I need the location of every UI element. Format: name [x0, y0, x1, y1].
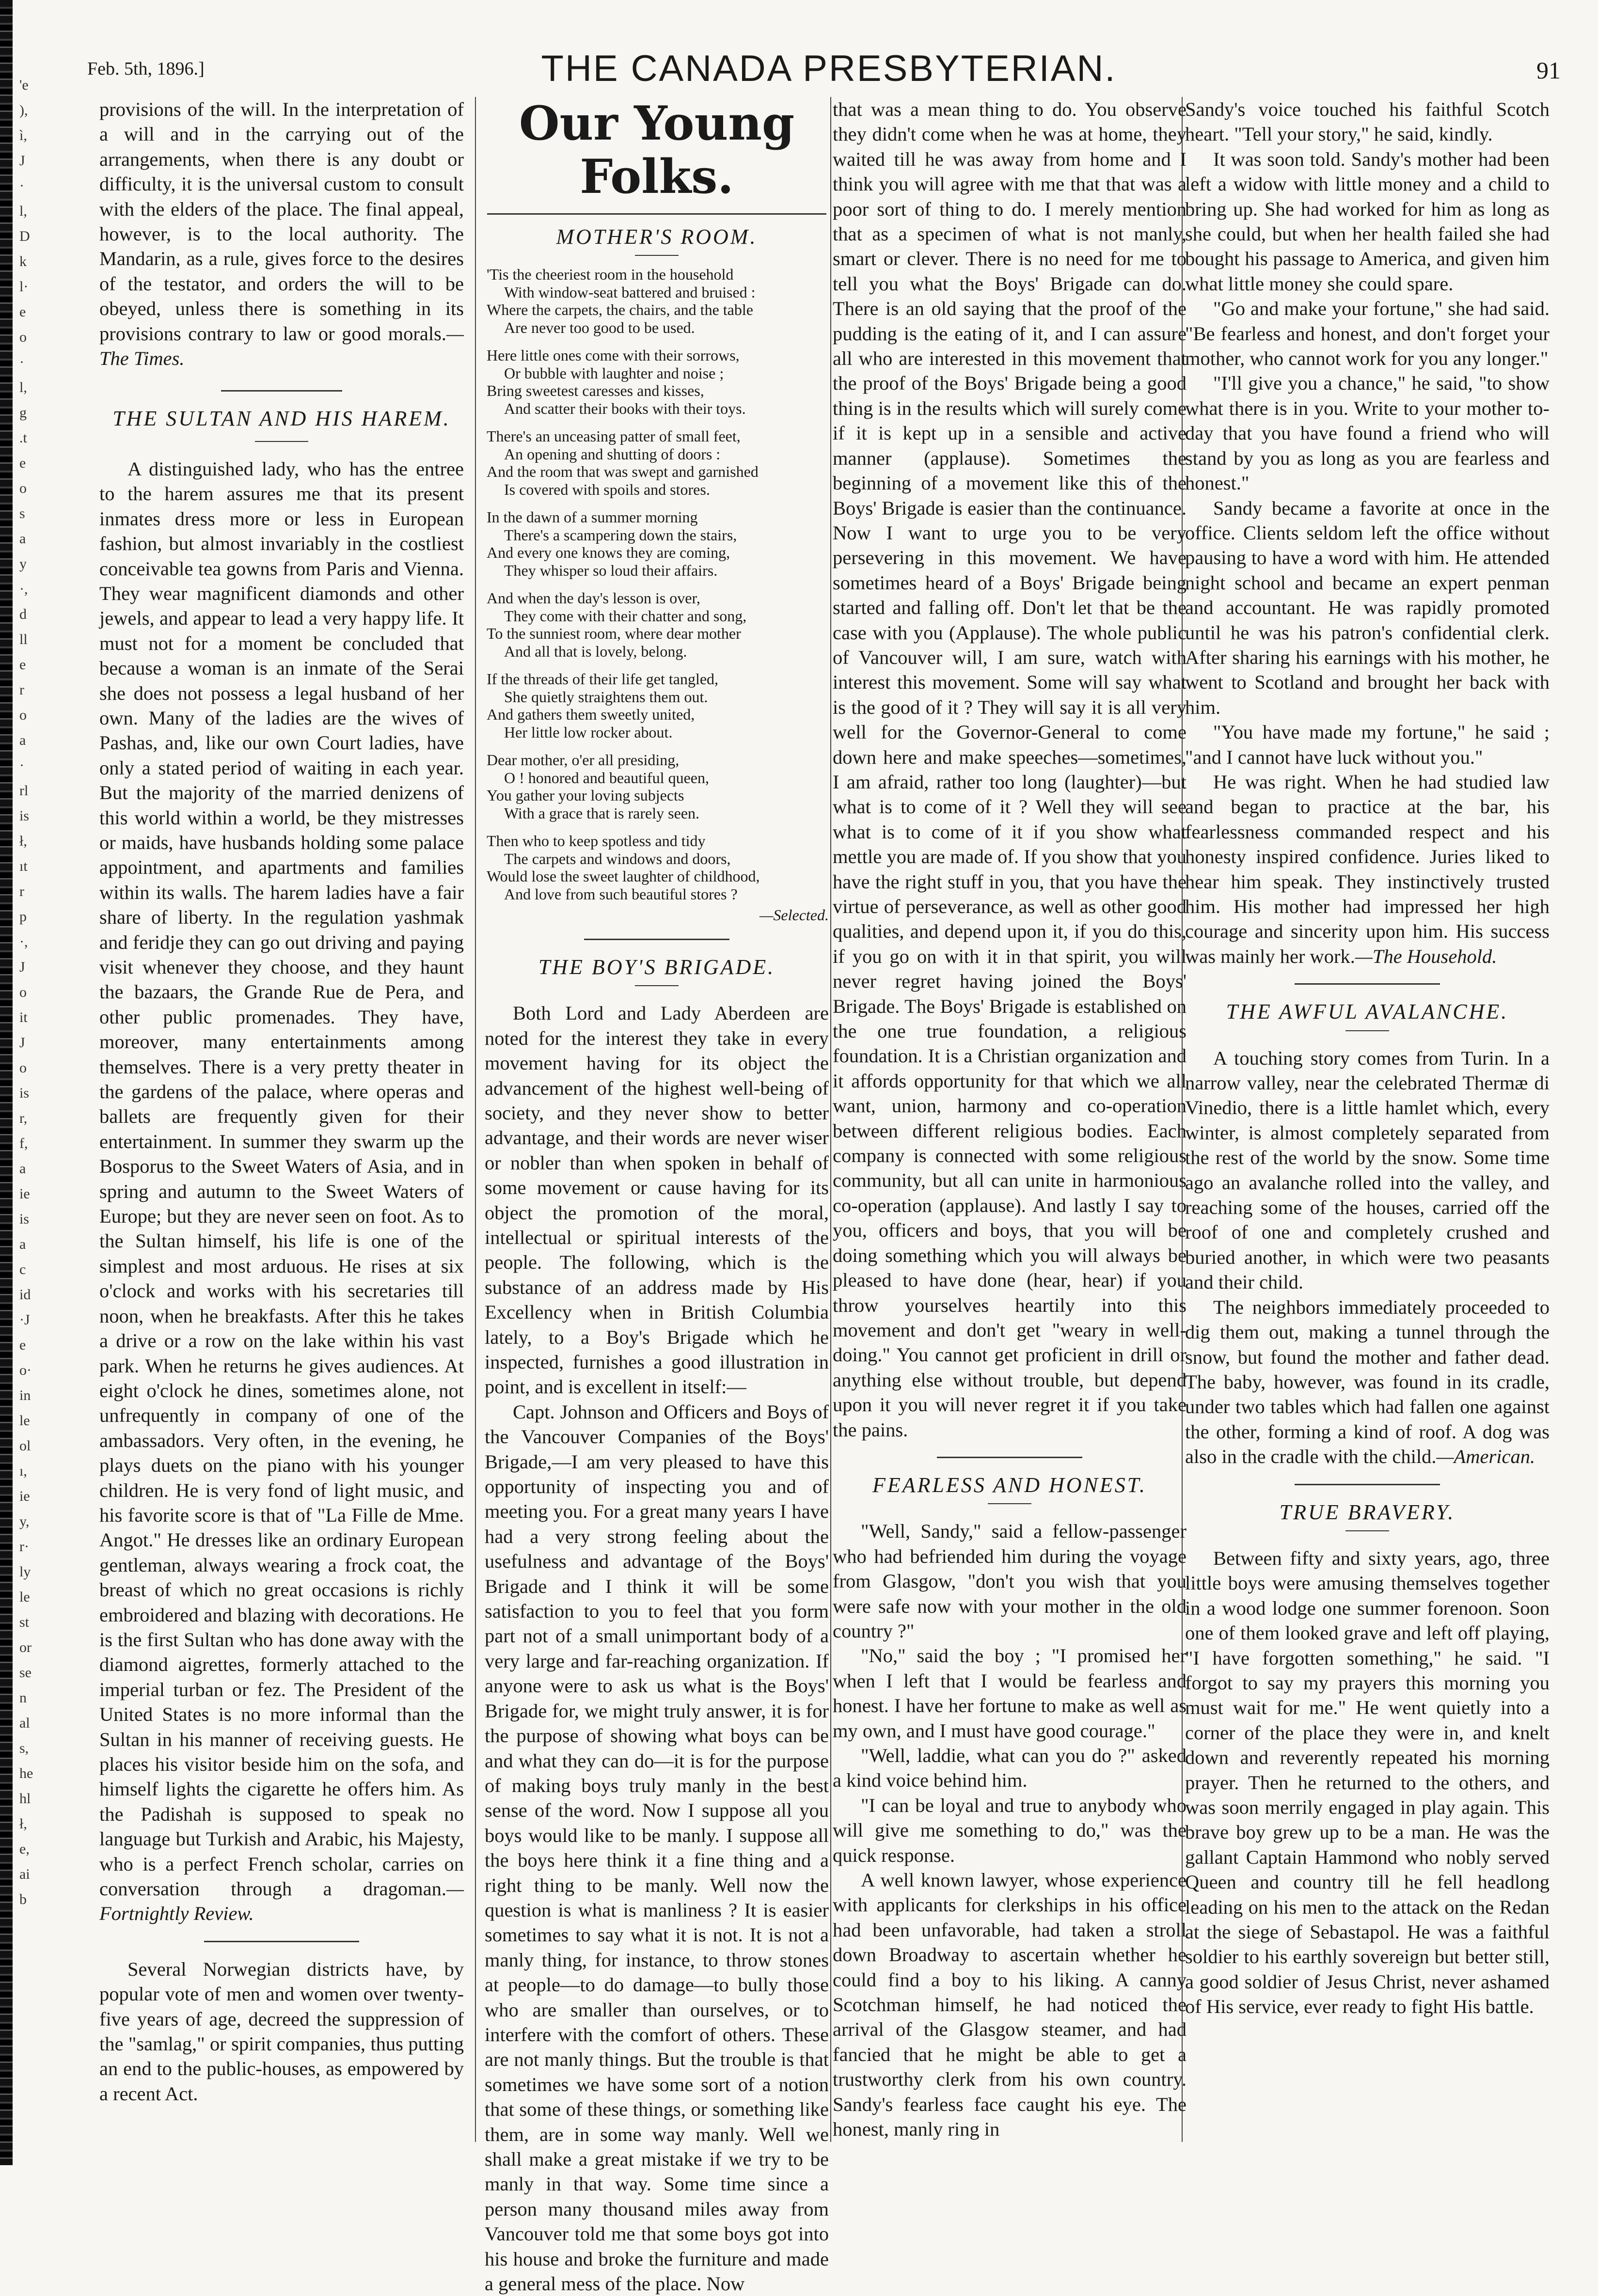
- column-3: [833, 97, 1187, 2142]
- article-heading: THE SULTAN AND HIS HAREM.: [112, 407, 451, 431]
- poem-stanza: [487, 266, 829, 336]
- edge-fragment: ·,: [19, 934, 28, 950]
- poem-line: And every one knows they are coming,: [487, 544, 730, 562]
- section-masthead: Our Young Folks.: [519, 96, 795, 204]
- edge-fragment: in: [19, 1387, 31, 1403]
- edge-fragment: or: [19, 1639, 32, 1655]
- article-paragraph: Several Norwegian districts have, by popular vote of men and women over twenty-five years of age, decreed the suppression of the "samlag," or spirit companies, thus putting an end to the public-houses, as empowered by a recent Act.: [99, 1958, 464, 2105]
- edge-fragment: ł,: [19, 833, 27, 849]
- article-paragraph: "Well, laddie, what can you do ?" asked a kind voice behind him.: [833, 1745, 1187, 1792]
- edge-fragment: r·: [19, 1539, 29, 1555]
- edge-fragment: is: [19, 1085, 30, 1101]
- source-credit: —Fortnightly Review.: [99, 1878, 464, 1925]
- poem-line: 'Tis the cheeriest room in the household: [487, 266, 734, 283]
- article-paragraph: A distinguished lady, who has the entree to the harem assures me that its present inmates dress more or less in European fashion, but almost invariably in the costliest conceivable tea gowns from Paris and Vienna. They wear magnificent diamonds and other jewels, and appear to lead a very happy life. It must not for a moment be concluded that because a woman is an inmate of the Serai she does not possess a legal husband of her own. Many of the ladies are the wives of Pashas, and, like our own Court ladies, have only a stated period of waiting in each year. But the majority of the married denizens of this world within a world, be they mistresses or maids, have husbands holding some palace appointment, and apartments and families within its walls. The harem ladies have a fair share of liberty. In the regulation yashmak and feridje they can go out driving and paying visit whenever they choose, and they haunt the bazaars, the Grande Rue de Pera, and other public promenades. They have, moreover, many entertainments among themselves. There is a very pretty theater in the gardens of the palace, where operas and ballets are frequently given for their entertainment. In summer they swarm up the Bosporus to the Sweet Waters of Asia, and in spring and autumn to the Sweet Waters of Europe; but they are never seen on foot. As to the Sultan himself, his life is one of the simplest and most arduous. He rises at six o'clock and works with his secretaries till noon, when he breakfasts. After this he takes a drive or a row on the lake within his vast park. When he returns he gives audiences. At eight o'clock he dines, sometimes alone, not unfrequently in company of one of the ambassadors. Very often, in the evening, he plays duets on the piano with his younger children. He is very fond of light music, and his favorite score is that of "La Fille de Mme. Angot." He dresses like an ordinary European gentleman, always wearing a frock coat, the breast of which no great occasions is richly embroidered and blazing with decorations. He is the first Sultan who has done away with the diamond aigrettes, formerly attached to the imperial turban or fez. The President of the United States is no more informal than the Sultan in his manner of receiving guests. He places his visitor beside him on the sofa, and himself lights the cigarette he offers him. As the Padishah is supposed to speak no language but Turkish and Arabic, his Majesty, who is a perfect French scholar, carries on conversation through a dragoman.—Fortnightly Review.: [99, 457, 464, 1925]
- poem: [485, 266, 829, 903]
- source-credit: —The Times.: [99, 322, 464, 370]
- poem-line: And when the day's lesson is over,: [487, 589, 700, 607]
- edge-fragment: 'e: [19, 77, 29, 93]
- edge-fragment: ·: [19, 354, 24, 370]
- edge-fragment: ·: [19, 757, 24, 773]
- poem-line: There's a scampering down the stairs,: [504, 526, 737, 544]
- edge-fragment: ai: [19, 1866, 30, 1882]
- article-paragraph: "I'll give you a chance," he said, "to show what there is in you. Write to your mother to-day that you have found a friend who will stand by you as long as you are fearless and honest.": [1185, 372, 1550, 494]
- edge-fragment: rl: [19, 783, 29, 799]
- poem-stanza: [487, 346, 829, 417]
- article-heading: TRUE BRAVERY.: [1279, 1500, 1456, 1524]
- edge-fragment: y,: [19, 1513, 30, 1529]
- poem-line: You gather your loving subjects: [487, 786, 684, 804]
- edge-fragment: b: [19, 1891, 27, 1907]
- edge-fragment: a: [19, 1161, 26, 1177]
- source-credit: —The Household.: [1355, 945, 1497, 967]
- edge-fragment: st: [19, 1614, 30, 1630]
- edge-fragment: J: [19, 153, 25, 169]
- edge-fragment: ly: [19, 1564, 31, 1580]
- edge-fragment: l,: [19, 379, 27, 395]
- article-heading: FEARLESS AND HONEST.: [872, 1473, 1147, 1497]
- poem-stanza: [487, 670, 829, 741]
- edge-fragment: ıt: [19, 858, 28, 874]
- edge-fragment: hl: [19, 1791, 31, 1807]
- poem-line: And all that is lovely, belong.: [504, 642, 687, 660]
- poem-line: If the threads of their life get tangled,: [487, 670, 719, 688]
- edge-fragment: ı,: [19, 1463, 27, 1479]
- edge-fragment: .t: [19, 430, 27, 446]
- article-heading: THE BOY'S BRIGADE.: [538, 955, 775, 979]
- article-paragraph: "No," said the boy ; "I promised her when I left that I would be fearless and honest. I have her fortune to make as well as my own, and I must have good courage.": [833, 1645, 1187, 1742]
- poem-line: They whisper so loud their affairs.: [504, 561, 718, 579]
- poem-line: She quietly straightens them out.: [504, 688, 708, 706]
- column-rule: [830, 97, 831, 2142]
- edge-fragment: o: [19, 329, 27, 345]
- article-paragraph: Sandy's voice touched his faithful Scotch heart. "Tell your story," he said, kindly.: [1185, 98, 1550, 145]
- edge-fragment: o: [19, 984, 27, 1000]
- edge-fragment: al: [19, 1715, 30, 1731]
- edge-fragment: p: [19, 909, 27, 925]
- poem-line: Bring sweetest caresses and kisses,: [487, 382, 704, 400]
- article-paragraph: that was a mean thing to do. You observe they didn't come when he was at home, they waited till he was away from home and I think you will agree with me that that was a poor sort of thing to do. I merely mention that as a specimen of what is not manly, smart or clever. There is no need for me to tell you what the Boys' Brigade can do. There is an old saying that the proof of the pudding is the eating of it, and I can assure all who are interested in this movement that the proof of the Boys' Brigade being a good thing is in the results which will surely come if it is kept up in a sensible and active manner (applause). Sometimes the beginning of a movement like this of the Boys' Brigade is easier than the continuance. Now I want to urge you to be very persevering in this movement. We have sometimes heard of a Boys' Brigade being started and falling off. Don't let that be the case with you (Applause). The whole public of Vancouver will, I am sure, watch with interest this movement. Some will say what is the good of it ? They will say it is all very well for the Governor-General to come down here and make speeches—sometimes, I am afraid, rather too long (laughter)—but what is to come of it ? Well they will see what is to come of it if you show what mettle you are made of. If you show that you have the right stuff in you, that you have the virtue of perseverance, as well as other good qualities, and depend upon it, if you do this, if you go on with it in that spirit, you will never regret having joined the Boys' Brigade. The Boys' Brigade is established on the one true foundation, a religious foundation. It is a Christian organization and it affords opportunity for that which we all want, union, harmony and co-operation between different religious bodies. Each company is connected with some religious community, but all can unite in harmonious co-operation (applause). And lastly I say to you, officers and boys, that you will be doing something which you will always be pleased to have done (hear, hear) if you throw yourselves heartily into this movement and don't get "weary in well-doing." You cannot get proficient in drill or anything else without trouble, but depend upon it you will never regret it if you take the pains.: [833, 98, 1187, 1441]
- edge-fragment: ·J: [19, 1312, 30, 1328]
- edge-fragment: le: [19, 1589, 30, 1605]
- poem-line: Where the carpets, the chairs, and the table: [487, 301, 753, 319]
- edge-fragment: g: [19, 405, 27, 421]
- poem-stanza: [487, 427, 829, 498]
- article-heading: THE AWFUL AVALANCHE.: [1226, 1000, 1509, 1024]
- poem-line: And scatter their books with their toys.: [504, 399, 746, 417]
- edge-fragment: k: [19, 253, 27, 269]
- poem-line: And love from such beautiful stores ?: [504, 885, 738, 903]
- column-2: [485, 97, 829, 2296]
- poem-line: Her little low rocker about.: [504, 723, 673, 741]
- edge-fragment: e: [19, 1337, 26, 1353]
- edge-fragment: e,: [19, 1841, 30, 1857]
- article-paragraph: "Well, Sandy," said a fellow-passenger who had befriended him during the voyage from Glasgow, "don't you wish that you were safe now with your mother in the old country ?": [833, 1520, 1187, 1642]
- edge-fragment: se: [19, 1665, 32, 1681]
- edge-fragment: J: [19, 1035, 25, 1051]
- article-paragraph: A well known lawyer, whose experience with applicants for clerkships in his office had been unfavorable, had taken a stroll down Broadway to ascertain whether he could find a boy to his liking. A canny Scotchman himself, he had noticed the arrival of the Glasgow steamer, and had fancied that he might be able to get a trustworthy clerk from his own country. Sandy's fearless face caught his eye. The honest, manly ring in: [833, 1869, 1187, 2140]
- edge-fragment: o: [19, 707, 27, 723]
- poem-line: They come with their chatter and song,: [504, 607, 747, 625]
- column-1: [99, 97, 464, 2106]
- edge-fragment: ì,: [19, 127, 27, 143]
- edge-fragment: is: [19, 808, 30, 824]
- article-paragraph: "You have made my fortune," he said ; "and I cannot have luck without you.": [1185, 721, 1550, 768]
- poem-line: With window-seat battered and bruised :: [504, 283, 756, 301]
- poem-line: Then who to keep spotless and tidy: [487, 832, 706, 850]
- edge-fragment: ie: [19, 1488, 30, 1504]
- poem-line: The carpets and windows and doors,: [504, 849, 731, 867]
- edge-fragment: D: [19, 228, 30, 244]
- edge-fragment: r: [19, 883, 24, 899]
- column-4: [1185, 97, 1550, 2019]
- page-number: 91: [1536, 57, 1561, 84]
- edge-fragment: id: [19, 1287, 31, 1303]
- edge-fragment: ol: [19, 1438, 31, 1454]
- edge-fragment: o·: [19, 1362, 32, 1378]
- edge-fragment: e: [19, 455, 26, 471]
- article-heading: MOTHER'S ROOM.: [556, 225, 758, 249]
- edge-fragment: it: [19, 1009, 28, 1025]
- edge-fragment: n: [19, 1690, 27, 1706]
- edge-fragment: c: [19, 1261, 26, 1277]
- poem-line: And the room that was swept and garnished: [487, 463, 759, 481]
- poem-line: To the sunniest room, where dear mother: [487, 625, 741, 643]
- poem-line: And gathers them sweetly united,: [487, 706, 695, 723]
- poem-line: Is covered with spoils and stores.: [504, 480, 710, 498]
- newspaper-title: THE CANADA PRESBYTERIAN.: [541, 48, 1117, 89]
- issue-date: Feb. 5th, 1896.]: [87, 59, 205, 79]
- article-paragraph: It was soon told. Sandy's mother had been left a widow with little money and a child to bring up. She had worked for him as long as she could, but when her health failed she had bought his passage to America, and given him what little money she could spare.: [1185, 148, 1550, 295]
- article-paragraph: Capt. Johnson and Officers and Boys of the Vancouver Companies of the Boys' Brigade,—I am very pleased to have this opportunity of inspecting you and of meeting you. For a great many years I have had a very strong feeling about the usefulness and advantage of the Boys' Brigade and I think it will be some satisfaction to you to feel that you form part not of a small unimportant body of a very large and far-reaching organization. If anyone were to ask us what is the Boys' Brigade for, we might truly answer, it is for the purpose of showing what boys can be and what they can do—it is for the purpose of making boys truly manly in the best sense of the word. Now I suppose all you boys would like to be manly. I suppose all the boys here think it a fine thing and a right thing to be manly. Well now the question is what is manliness ? It is easier sometimes to say what it is not. It is not a manly thing, for instance, to throw stones at people—to do damage—to bully those who are smaller than ourselves, or to interfere with the comfort of others. These are not manly things. But the trouble is that sometimes we have some sort of a notion that some of these things, or something like them, are in some way manly. Well we shall make a great mistake if we try to be manly in that way. Some time since a person many thousand miles away from Vancouver told me that some boys got into his house and broke the furniture and made a general mess of the place. Now: [485, 1400, 829, 2295]
- poem-stanza: [487, 832, 829, 903]
- poem-line: With a grace that is rarely seen.: [504, 804, 699, 822]
- poem-stanza: [487, 751, 829, 822]
- edge-fragment: a: [19, 1236, 26, 1252]
- edge-fragment: ·,: [19, 581, 28, 597]
- edge-fragment: d: [19, 606, 27, 622]
- article-paragraph: He was right. When he had studied law and began to practice at the bar, his fearlessness commanded respect and his honesty inspired confidence. Juries liked to hear him speak. They instinctively trusted him. His mother had impressed her high courage and sincerity upon him. His success was mainly her work.—The Household.: [1185, 771, 1550, 967]
- poem-stanza: [487, 508, 829, 579]
- edge-fragment: e: [19, 657, 26, 673]
- poem-line: Would lose the sweet laughter of childhood,: [487, 867, 760, 885]
- edge-fragment: ll: [19, 631, 28, 647]
- column-rule: [475, 97, 476, 2142]
- article-paragraph: "I can be loyal and true to anybody who will give me something to do," was the quick response.: [833, 1794, 1187, 1866]
- edge-fragment: ł,: [19, 1816, 27, 1832]
- edge-fragment: he: [19, 1765, 33, 1781]
- article-paragraph: The neighbors immediately proceeded to dig them out, making a tunnel through the snow, but found the mother and father dead. The baby, however, was found in its cradle, under two tables which had fallen one against the other, forming a kind of roof. A dog was also in the cradle with the child.—American.: [1185, 1296, 1550, 1468]
- edge-fragment: f,: [19, 1135, 28, 1151]
- edge-fragment: s: [19, 505, 25, 521]
- article-paragraph: A touching story comes from Turin. In a narrow valley, near the celebrated Thermæ di Vinedio, there is a little hamlet which, every winter, is almost completely separated from the rest of the world by the snow. Some time ago an avalanche rolled into the valley, and reaching some of the houses, carried off the roof of one and completely crushed and buried another, in which were two peasants and their child.: [1185, 1047, 1550, 1293]
- edge-fragment: is: [19, 1211, 30, 1227]
- clipped-edge-fragments: [19, 73, 41, 2156]
- edge-fragment: l,: [19, 203, 27, 219]
- page-binding-edge: [0, 0, 13, 2165]
- poem-line: In the dawn of a summer morning: [487, 508, 698, 526]
- edge-fragment: le: [19, 1413, 30, 1429]
- edge-fragment: e: [19, 304, 26, 320]
- article-paragraph: Both Lord and Lady Aberdeen are noted for the interest they take in every movement having for its object the advancement of the highest well-being of society, and they never show to better advantage, and their words are never wiser or nobler than when spoken in behalf of some movement or cause having for its object the promotion of the moral, intellectual or spiritual interests of the people. The following, which is the substance of an address made by His Excellency when in British Columbia lately, to a Boy's Brigade which he inspected, furnishes a good illustration in point, and is excellent in itself:—: [485, 1002, 829, 1398]
- edge-fragment: a: [19, 732, 26, 748]
- edge-fragment: ie: [19, 1186, 30, 1202]
- edge-fragment: o: [19, 480, 27, 496]
- edge-fragment: r: [19, 682, 24, 698]
- edge-fragment: a: [19, 531, 26, 547]
- page-header: [87, 45, 1570, 88]
- poem-stanza: [487, 589, 829, 660]
- edge-fragment: r,: [19, 1110, 28, 1126]
- edge-fragment: y: [19, 556, 27, 572]
- poem-line: Are never too good to be used.: [504, 318, 695, 336]
- source-credit: —American.: [1436, 1446, 1535, 1468]
- edge-fragment: ),: [19, 102, 28, 118]
- edge-fragment: o: [19, 1060, 27, 1076]
- poem-line: An opening and shutting of doors :: [504, 445, 721, 463]
- poem-line: O ! honored and beautiful queen,: [504, 769, 709, 786]
- edge-fragment: J: [19, 959, 25, 975]
- poem-line: Dear mother, o'er all presiding,: [487, 751, 680, 769]
- poem-line: Here little ones come with their sorrows,: [487, 346, 740, 364]
- article-paragraph: Sandy became a favorite at once in the office. Clients seldom left the office without pausing to have a word with him. He attended night school and became an expert penman and accountant. He was rapidly promoted until he was his patron's confidential clerk. After sharing his earnings with his mother, he went to Scotland and brought her back with him.: [1185, 497, 1550, 718]
- article-paragraph: "Go and make your fortune," she had said. "Be fearless and honest, and don't forget your mother, who cannot work for you any longer.": [1185, 298, 1550, 370]
- edge-fragment: ·: [19, 178, 24, 194]
- article-paragraph: provisions of the will. In the interpretation of a will and in the carrying out of the arrangements, when there is any doubt or difficulty, it is the universal custom to consult with the elders of the place. The final appeal, however, is to the local authority. The Mandarin, as a rule, gives force to the desires of the testator, and orders the will to be obeyed, unless there is something in its provisions contrary to law or good morals.—The Times.: [99, 98, 464, 370]
- source-credit: —Selected.: [759, 906, 829, 924]
- edge-fragment: s,: [19, 1740, 29, 1756]
- edge-fragment: l·: [19, 279, 29, 295]
- article-paragraph: Between fifty and sixty years, ago, three little boys were amusing themselves together in a wood lodge one summer forenoon. Soon one of them looked grave and left off playing, "I have forgotten something," he said. "I forgot to say my prayers this morning you must wait for me." He went quietly into a corner of the place they were in, and knelt down and reverently repeated his morning prayer. Then he returned to the others, and was soon merrily engaged in play again. This brave boy grew up to be a man. He was the gallant Captain Hammond who nobly served Queen and country till he fell headlong leading on his men to the attack on the Redan at the siege of Sebastapol. He was a faithful soldier to his earthly sovereign but better still, a good soldier of Jesus Christ, never ashamed of His service, ever ready to fight His battle.: [1185, 1547, 1550, 2018]
- poem-line: There's an unceasing patter of small feet,: [487, 427, 741, 445]
- poem-line: Or bubble with laughter and noise ;: [504, 364, 724, 382]
